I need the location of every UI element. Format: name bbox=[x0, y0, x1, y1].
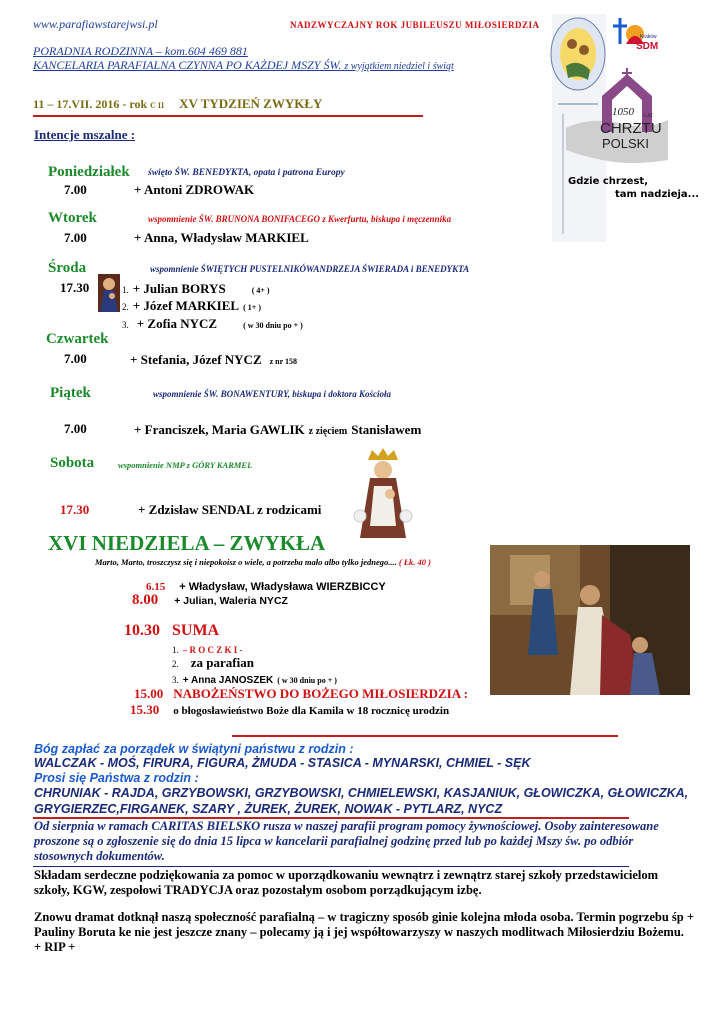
item-number: 1. bbox=[172, 645, 179, 655]
item-number: 3. bbox=[122, 320, 129, 330]
wednesday-intention-3 bbox=[122, 315, 303, 333]
service-text: NABOŻEŃSTWO DO BOŻEGO MIŁOSIERDZIA : bbox=[173, 686, 468, 701]
item-number: 2. bbox=[122, 302, 129, 312]
week-heading bbox=[33, 96, 322, 112]
gospel-quote bbox=[95, 557, 431, 567]
intention-text: + Franciszek, Maria GAWLIK bbox=[134, 422, 305, 437]
sunday-title: XVI NIEDZIELA – ZWYKŁA bbox=[48, 531, 326, 555]
office-hours-line bbox=[33, 58, 454, 73]
sdm-city: Kraków bbox=[640, 34, 657, 40]
wednesday-time: 17.30 bbox=[60, 280, 90, 295]
mass-intention: + Władysław, Władysława WIERZBICCY bbox=[179, 581, 386, 593]
service-1530 bbox=[130, 701, 449, 719]
thursday-time: 7.00 bbox=[64, 351, 87, 366]
day-saturday: Sobota bbox=[50, 455, 95, 471]
tuesday-time: 7.00 bbox=[64, 230, 87, 245]
intention-text: + Zofia NYCZ bbox=[136, 316, 218, 331]
day-thursday: Czwartek bbox=[46, 331, 109, 347]
week-dates: 11 – 17.VII. 2016 - rok bbox=[33, 97, 148, 111]
friday-time: 7.00 bbox=[64, 421, 87, 436]
monday-time: 7.00 bbox=[64, 182, 87, 197]
funeral-notice: Znowu dramat dotknął naszą społeczność parafialną – w tragiczny sposób ginie kolejna młoda osoba. Termin pogrzebu śp + Pauliny Boruta ke nie jest jeszcze znany – polecamy ją i jej współtowarzyszy w naszych modlitwach Miłosierdziu Bożemu. + RIP + bbox=[34, 910, 694, 954]
mass-time: 8.00 bbox=[132, 592, 159, 608]
service-time: 15.30 bbox=[130, 702, 160, 717]
intention-note: ( 1+ ) bbox=[243, 303, 261, 312]
office-hours-main: KANCELARIA PARAFIALNA CZYNNA PO KAŻDEJ MSZY ŚW. bbox=[33, 58, 342, 72]
friday-feast: wspomnienie ŚW. BONAWENTURY, biskupa i doktora Kościoła bbox=[153, 389, 392, 399]
wednesday-intention-2 bbox=[122, 297, 261, 315]
madonna-icon-image bbox=[98, 274, 120, 312]
item-number: 3. bbox=[172, 675, 179, 685]
day-monday: Poniedziałek bbox=[48, 164, 130, 180]
saturday-feast: wspomnienie NMP z GÓRY KARMEL bbox=[118, 460, 253, 470]
intention-text: + Stefania, Józef NYCZ bbox=[130, 352, 262, 367]
wednesday-intention-1 bbox=[122, 280, 270, 298]
gospel-quote-text: Marto, Marto, troszczysz się i niepokoisz o wiele, a potrzeba mało albo tylko jednego.... bbox=[95, 557, 397, 567]
baptism-1050-logo bbox=[562, 68, 672, 168]
intention-tail: Stanisławem bbox=[351, 422, 422, 437]
monday-feast: święto ŚW. BENEDYKTA, opata i patrona Europy bbox=[148, 168, 345, 178]
caritas-notice: Od sierpnia w ramach CARITAS BIELSKO rusza w naszej parafii program pomocy żywnościowej. Osoby zainteresowane proszone są o zgłoszenie się do dnia 15 lipca w kancelarii parafialnej godzinę przed lub po każdej Mszy św. po odbiór stosownych dokumentów. bbox=[34, 819, 659, 863]
day-tuesday: Wtorek bbox=[48, 210, 97, 226]
suma-label: SUMA bbox=[172, 622, 220, 639]
intention-note: ( 4+ ) bbox=[251, 286, 270, 295]
item-number: 2. bbox=[172, 659, 179, 669]
intention-note: z nr 158 bbox=[269, 357, 298, 366]
divider bbox=[33, 115, 423, 117]
motto-line-1: Gdzie chrzest, bbox=[568, 176, 648, 187]
thursday-intention bbox=[130, 351, 297, 369]
gospel-reference: ( Łk. 40 ) bbox=[398, 557, 431, 567]
request-heading: Prosi się Państwa z rodzin : bbox=[34, 771, 199, 785]
office-hours-exception: z wyjątkiem niedziel i świąt bbox=[344, 61, 454, 72]
wednesday-feast: wspomnienie ŚWIĘTYCH PUSTELNIKÓWANDRZEJA ŚWIERADA i BENEDYKTA bbox=[150, 264, 470, 274]
intention-tail-small: z zięciem bbox=[308, 426, 348, 437]
thanks-families: WALCZAK - MOŚ, FIRURA, FIGURA, ŻMUDA - STASICA - MYNARSKI, CHMIEL - SĘK bbox=[34, 756, 531, 770]
school-thanks-notice: Składam serdeczne podziękowania za pomoc w uporządkowaniu wewnątrz i zewnątrz starej szkoły przedstawicielom szkoły, KGW, zespołowi TRADYCJA oraz pozostałym osobom porządkującym izbę. bbox=[34, 868, 659, 897]
service-text: o błogosławieństwo Boże dla Kamila w 18 rocznicę urodzin bbox=[173, 705, 450, 717]
mass-time: 6.15 bbox=[146, 581, 166, 593]
family-counseling-line: PORADNIA RODZINNA – kom.604 469 881 bbox=[33, 44, 248, 58]
item-text: za parafian bbox=[190, 655, 254, 670]
item-number: 1. bbox=[122, 285, 129, 295]
baptism-word-chrztu: CHRZTU bbox=[600, 120, 662, 137]
request-families: CHRUNIAK - RAJDA, GRZYBOWSKI, GRZYBOWSKI, CHMIELEWSKI, KASJANIUK, GŁOWICZKA, GŁOWICZKA, GRYGIERZEC,FIRGANEK, SZARY , ŻUREK, ŻUREK, NOWAK - PYTLARZ, NYCZ bbox=[34, 786, 689, 816]
tuesday-intention: + Anna, Władysław MARKIEL bbox=[134, 230, 309, 245]
tuesday-feast: wspomnienie ŚW. BRUNONA BONIFACEGO z Kwerfurtu, biskupa i męczennika bbox=[148, 214, 452, 224]
monday-intention: + Antoni ZDROWAK bbox=[134, 182, 255, 197]
intention-note: ( w 30 dniu po + ) bbox=[243, 321, 303, 330]
item-text: – R O C Z K I - bbox=[182, 645, 243, 655]
jesus-martha-mary-painting bbox=[490, 545, 690, 695]
friday-intention bbox=[134, 421, 421, 439]
item-note: ( w 30 dniu po + ) bbox=[277, 676, 337, 685]
sdm-label: ŚDM bbox=[636, 41, 659, 52]
divider bbox=[33, 866, 629, 867]
thanks-heading: Bóg zapłać za porządek w świątyni państwu z rodzin : bbox=[34, 742, 354, 756]
intention-text: + Józef MARKIEL bbox=[132, 298, 240, 313]
mass-time: 10.30 bbox=[124, 622, 160, 639]
item-text: + Anna JANOSZEK bbox=[182, 675, 274, 686]
service-time: 15.00 bbox=[134, 686, 164, 701]
baptism-word-polski: POLSKI bbox=[602, 136, 649, 151]
our-lady-carmel-image bbox=[352, 446, 414, 538]
jubilee-heading: NADZWYCZAJNY ROK JUBILEUSZU MIŁOSIERDZIA bbox=[290, 20, 540, 30]
mass-intention: + Julian, Waleria NYCZ bbox=[174, 595, 288, 607]
day-wednesday: Środa bbox=[48, 260, 87, 276]
week-title: XV TYDZIEŃ ZWYKŁY bbox=[179, 96, 323, 111]
mass-suma bbox=[124, 622, 219, 640]
intention-text: + Julian BORYS bbox=[132, 281, 226, 296]
motto-line-2: tam nadzieja... bbox=[615, 189, 700, 200]
sdm-krakow-logo bbox=[610, 14, 660, 62]
divider bbox=[232, 735, 618, 737]
intentions-heading: Intencje mszalne : bbox=[34, 127, 136, 142]
day-friday: Piątek bbox=[50, 385, 91, 401]
mass-0800 bbox=[132, 591, 288, 609]
saturday-intention: + Zdzisław SENDAL z rodzicami bbox=[138, 502, 322, 517]
liturgical-year: C II bbox=[150, 101, 165, 110]
website-link[interactable]: www.parafiawstarejwsi.pl bbox=[33, 17, 158, 31]
baptism-lata: LAT bbox=[644, 114, 654, 119]
saturday-time: 17.30 bbox=[60, 502, 90, 517]
baptism-number: 1050 bbox=[612, 106, 634, 118]
